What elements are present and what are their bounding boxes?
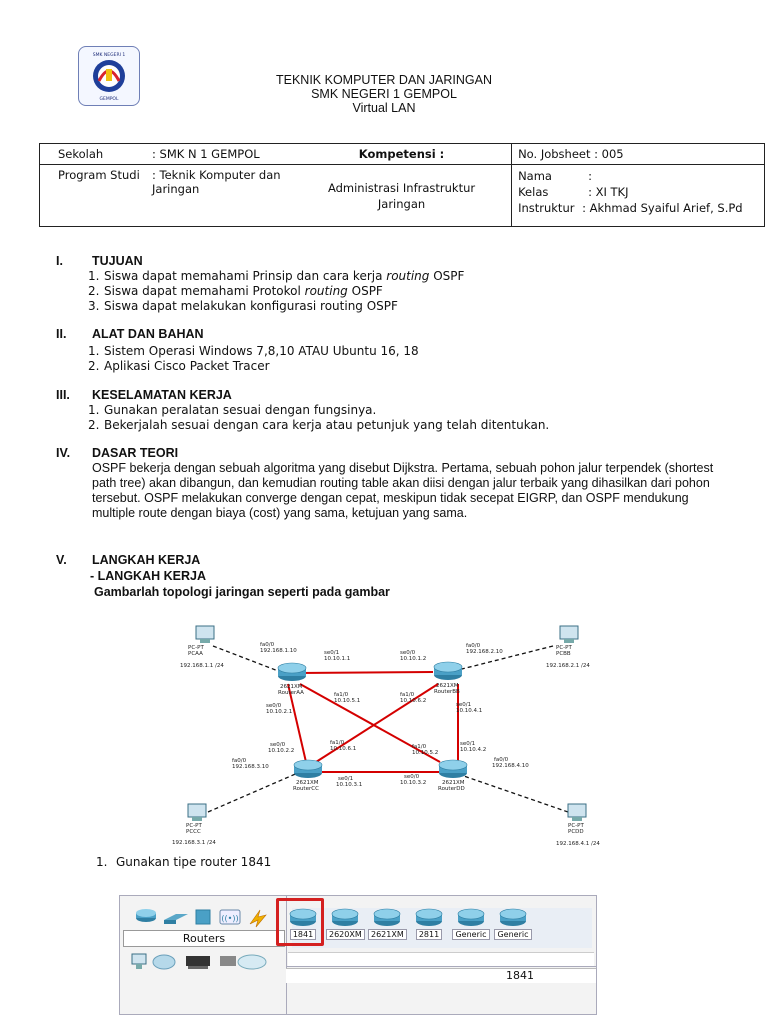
section-1-number: I. [56, 254, 63, 268]
router-icon-cc [293, 760, 322, 792]
svg-text:192.168.1.10: 192.168.1.10 [260, 648, 297, 654]
svg-text:fa0/0: fa0/0 [260, 642, 275, 648]
svg-text:10.10.6.2: 10.10.6.2 [400, 698, 427, 704]
svg-text:192.168.1.1 /24: 192.168.1.1 /24 [180, 663, 224, 669]
svg-text:fa1/0: fa1/0 [412, 744, 427, 750]
section-3-number: III. [56, 388, 70, 402]
selected-model-name: 1841 [506, 969, 534, 982]
svg-text:PC-PT: PC-PT [568, 823, 584, 829]
svg-text:10.10.5.1: 10.10.5.1 [334, 698, 361, 704]
selected-model-bar [286, 968, 596, 983]
router-icon-bb [434, 662, 462, 695]
tujuan-item-1: 1. Siswa dapat memahami Prinsip dan cara kerja routing OSPF [88, 269, 465, 283]
prodi-label: Program Studi [58, 168, 140, 182]
switch-category-icon[interactable] [164, 914, 188, 924]
svg-text:10.10.2.2: 10.10.2.2 [268, 748, 295, 754]
svg-text:se0/1: se0/1 [460, 741, 476, 747]
end-device-icon[interactable] [132, 954, 146, 969]
sekolah-value: : SMK N 1 GEMPOL [152, 147, 260, 161]
svg-text:fa0/0: fa0/0 [466, 643, 481, 649]
router-model-label: 2811 [416, 929, 442, 940]
svg-text:fa0/0: fa0/0 [232, 758, 247, 764]
logo-text-bottom: GEMPOL [99, 97, 119, 102]
device-category-label: Routers [123, 930, 285, 947]
pc-icon-pcdd [556, 804, 600, 847]
router-icon [412, 906, 446, 928]
jobsheet-info-table [39, 143, 765, 227]
connection-category-icon[interactable] [250, 910, 266, 927]
ospf-topology-diagram [168, 612, 620, 852]
keselamatan-item-2: 2. Bekerjalah sesuai dengan cara kerja atau petunjuk yang telah ditentukan. [88, 418, 550, 432]
instruktur-label: Instruktur [518, 201, 575, 215]
section-5-number: V. [56, 553, 67, 567]
svg-text:se0/0: se0/0 [404, 774, 420, 780]
section-5-instruction: Gambarlah topologi jaringan seperti pada gambar [94, 585, 390, 599]
header-line3: Virtual LAN [352, 101, 416, 115]
svg-text:PCDD: PCDD [568, 829, 584, 835]
svg-text:fa1/0: fa1/0 [330, 740, 345, 746]
svg-text:se0/0: se0/0 [400, 650, 416, 656]
selected-model-highlight [276, 898, 324, 946]
header-line2: SMK NEGERI 1 GEMPOL [311, 87, 457, 101]
svg-text:fa1/0: fa1/0 [334, 692, 349, 698]
svg-text:192.168.4.10: 192.168.4.10 [492, 763, 529, 769]
svg-text:10.10.2.1: 10.10.2.1 [266, 709, 293, 715]
svg-text:10.10.3.2: 10.10.3.2 [400, 780, 427, 786]
wan-emulation-icon[interactable] [153, 955, 175, 969]
router-icon [454, 906, 488, 928]
router-model-row [292, 906, 592, 950]
svg-text:10.10.4.1: 10.10.4.1 [456, 708, 483, 714]
instruktur-value: : Akhmad Syaiful Arief, S.Pd [582, 201, 743, 215]
section-2-number: II. [56, 327, 67, 341]
router-model-generic-4[interactable] [452, 906, 490, 948]
header-line1: TEKNIK KOMPUTER DAN JARINGAN [276, 73, 492, 87]
svg-text:RouterBB: RouterBB [434, 689, 460, 695]
svg-text:10.10.1.2: 10.10.1.2 [400, 656, 427, 662]
kompetensi-label: Kompetensi : [358, 147, 445, 161]
svg-text:RouterAA: RouterAA [278, 690, 304, 696]
router-model-generic-5[interactable] [494, 906, 532, 948]
router-model-label: Generic [494, 929, 531, 940]
nama-value: : [588, 169, 592, 183]
router-model-label: 2621XM [368, 929, 407, 940]
step-1-text: Gunakan tipe router 1841 [116, 855, 272, 869]
alat-item-1: 1. Sistem Operasi Windows 7,8,10 ATAU Ubuntu 16, 18 [88, 344, 419, 358]
svg-text:PCAA: PCAA [188, 651, 203, 657]
link-aa-bb [298, 672, 433, 673]
tujuan-item-3: 3. Siswa dapat melakukan konfigurasi routing OSPF [88, 299, 398, 313]
svg-text:fa0/0: fa0/0 [494, 757, 509, 763]
router-icon [496, 906, 530, 928]
svg-text:((•)): ((•)) [221, 914, 239, 923]
svg-text:192.168.3.10: 192.168.3.10 [232, 764, 269, 770]
svg-text:2621XM: 2621XM [280, 684, 303, 690]
alat-item-2: 2. Aplikasi Cisco Packet Tracer [88, 359, 270, 373]
svg-text:se0/0: se0/0 [270, 742, 286, 748]
svg-text:10.10.6.1: 10.10.6.1 [330, 746, 357, 752]
svg-text:2621XM: 2621XM [296, 780, 319, 786]
svg-text:192.168.4.1 /24: 192.168.4.1 /24 [556, 841, 600, 847]
section-4-title: DASAR TEORI [92, 446, 179, 460]
sekolah-label: Sekolah [58, 147, 104, 161]
svg-text:se0/1: se0/1 [338, 776, 354, 782]
wireless-category-icon[interactable] [220, 910, 240, 924]
step-1-number: 1. [96, 855, 108, 869]
cloud-icon[interactable] [238, 955, 266, 969]
model-list-scrollbar[interactable] [288, 952, 594, 966]
router-model-label: 1841 [290, 929, 316, 940]
jobsheet-number: No. Jobsheet : 005 [518, 147, 624, 161]
section-5-subtitle: - LANGKAH KERJA [90, 569, 206, 583]
router-category-icon[interactable] [136, 909, 156, 922]
svg-text:2621XM: 2621XM [442, 780, 465, 786]
svg-text:PC-PT: PC-PT [188, 645, 204, 651]
server-icon[interactable] [186, 956, 210, 969]
pc-icon-pcbb [546, 626, 590, 669]
router-model-label: Generic [452, 929, 489, 940]
hub-category-icon[interactable] [196, 910, 210, 924]
svg-text:PC-PT: PC-PT [186, 823, 202, 829]
nama-label: Nama [518, 169, 552, 183]
multiuser-icon[interactable] [220, 956, 236, 966]
router-model-2620xm-1[interactable] [326, 906, 364, 948]
router-icon-dd [438, 760, 467, 792]
device-category-icons [132, 906, 282, 928]
svg-text:RouterDD: RouterDD [438, 786, 465, 792]
router-model-label: 2620XM [326, 929, 365, 940]
logo-text-top: SMK NEGERI 1 [92, 53, 126, 58]
link-pccc-cc [208, 772, 300, 812]
svg-text:PCBB: PCBB [556, 651, 571, 657]
keselamatan-item-1: 1. Gunakan peralatan sesuai dengan fungsinya. [88, 403, 377, 417]
prodi-value: : Teknik Komputer dan Jaringan [152, 168, 281, 196]
section-4-number: IV. [56, 446, 71, 460]
svg-text:se0/1: se0/1 [324, 650, 340, 656]
section-5-title: LANGKAH KERJA [92, 553, 201, 567]
tujuan-item-2: 2. Siswa dapat memahami Protokol routing OSPF [88, 284, 383, 298]
router-icon [370, 906, 404, 928]
svg-text:10.10.1.1: 10.10.1.1 [324, 656, 351, 662]
svg-text:fa1/0: fa1/0 [400, 692, 415, 698]
kompetensi-value: Administrasi Infrastruktur Jaringan [327, 180, 476, 211]
link-pcdd-dd [458, 774, 568, 812]
svg-text:2621XM: 2621XM [436, 683, 459, 689]
device-subcategory-icons [128, 950, 278, 974]
svg-text:PC-PT: PC-PT [556, 645, 572, 651]
svg-text:192.168.3.1 /24: 192.168.3.1 /24 [172, 840, 216, 846]
svg-text:se0/1: se0/1 [456, 702, 472, 708]
router-icon [328, 906, 362, 928]
svg-text:10.10.5.2: 10.10.5.2 [412, 750, 439, 756]
svg-text:10.10.3.1: 10.10.3.1 [336, 782, 363, 788]
pc-icon-pccc [172, 804, 216, 846]
svg-text:se0/0: se0/0 [266, 703, 282, 709]
section-2-title: ALAT DAN BAHAN [92, 327, 204, 341]
svg-text:RouterCC: RouterCC [293, 786, 319, 792]
svg-text:10.10.4.2: 10.10.4.2 [460, 747, 487, 753]
dasar-teori-text: OSPF bekerja dengan sebuah algoritma yang disebut Dijkstra. Pertama, sebuah pohon jalur terpendek (shortest path tree) akan dibangun, dan kemudian routing table akan diisi dengan jalur terbaik yang dihasilkan dari pohon tersebut. OSPF melakukan converge dengan cepat, meskipun tidak secepat EIGRP, dan OSPF mendukung multiple route dengan biaya (cost) yang sama, ketujuan yang sama. [92, 461, 714, 520]
kelas-value: : XI TKJ [588, 185, 629, 199]
router-model-2621xm-2[interactable] [368, 906, 406, 948]
svg-text:192.168.2.10: 192.168.2.10 [466, 649, 503, 655]
svg-text:PCCC: PCCC [186, 829, 201, 835]
pc-icon-pcaa [180, 626, 224, 669]
router-model-2811-3[interactable] [410, 906, 448, 948]
section-3-title: KESELAMATAN KERJA [92, 388, 232, 402]
section-1-title: TUJUAN [92, 254, 143, 268]
device-selection-panel [119, 895, 597, 1015]
router-icon-aa [278, 663, 306, 696]
kelas-label: Kelas [518, 185, 549, 199]
svg-text:192.168.2.1 /24: 192.168.2.1 /24 [546, 663, 590, 669]
